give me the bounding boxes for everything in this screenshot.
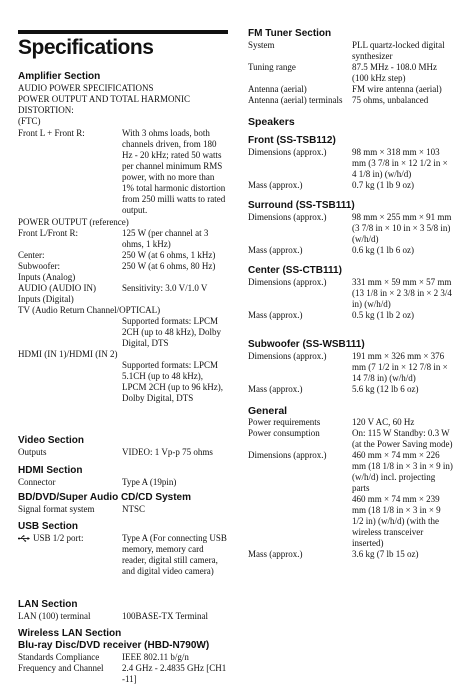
spec-row: [248, 180, 454, 191]
spec-label: Signal format system: [18, 504, 95, 514]
spec-row: [18, 250, 228, 261]
title-rule: [18, 30, 228, 34]
spec-row: [18, 477, 228, 488]
spec-row: [248, 384, 454, 395]
spec-value: NTSC: [122, 504, 146, 514]
spec-row: [248, 95, 454, 106]
lan-section: [18, 599, 228, 622]
usb-icon: [18, 535, 30, 542]
spec-value: 5.6 kg (12 lb 6 oz): [352, 384, 419, 394]
spec-label: LAN (100) terminal: [18, 611, 91, 621]
hdmi-heading: HDMI Section: [18, 465, 83, 476]
speakers-heading-wrap: [248, 116, 454, 128]
spec-value: 87.5 MHz - 108.0 MHz (100 kHz step): [352, 62, 437, 83]
amp-line: POWER OUTPUT AND TOTAL HARMONIC: [18, 94, 190, 104]
spec-row: [248, 351, 454, 384]
spec-value: 0.5 kg (1 lb 2 oz): [352, 310, 414, 320]
spec-row: [18, 533, 228, 577]
spec-label: Dimensions (approx.): [248, 351, 327, 361]
amp-line: Inputs (Digital): [18, 294, 74, 304]
spec-value: 98 mm × 255 mm × 91 mm (3 7/8 in × 10 in × 3 5/8 in) (w/h/d): [352, 212, 452, 244]
spec-value: 0.6 kg (1 lb 6 oz): [352, 245, 414, 255]
spec-label: Mass (approx.): [248, 549, 303, 559]
usb-heading: USB Section: [18, 521, 79, 532]
spec-row: [248, 62, 454, 84]
spec-row: [248, 212, 454, 245]
spec-value: 460 mm × 74 mm × 226 mm (18 1/8 in × 3 in × 9 in) (w/h/d) incl. projecting parts: [352, 450, 453, 493]
amp-line: POWER OUTPUT (reference): [18, 217, 129, 227]
spec-label: Front L + Front R:: [18, 128, 85, 138]
spec-row: [248, 277, 454, 310]
spec-value: 250 W (at 6 ohms, 1 kHz): [122, 250, 216, 260]
spec-label: Standards Compliance: [18, 652, 100, 662]
spec-row: [248, 428, 454, 450]
spec-value: 125 W (per channel at 3 ohms, 1 kHz): [122, 228, 209, 249]
spec-row: [248, 84, 454, 95]
spec-value: 100BASE-TX Terminal: [122, 611, 208, 621]
surround-heading: Surround (SS-TSB111): [248, 200, 355, 211]
spec-label: Antenna (aerial): [248, 84, 307, 94]
speakers-heading: Speakers: [248, 116, 295, 128]
spec-value: 460 mm × 74 mm × 239 mm (18 1/8 in × 3 in × 9 1/2 in) (w/h/d) (with the wireless transceiver inserted): [352, 494, 441, 548]
bd-section: [18, 492, 228, 515]
spec-value: 191 mm × 326 mm × 376 mm (7 1/2 in × 12 7/8 in × 14 7/8 in) (w/h/d): [352, 351, 448, 383]
video-section: [18, 435, 228, 458]
spec-label: Mass (approx.): [248, 245, 303, 255]
spec-label: USB 1/2 port:: [33, 533, 84, 543]
spec-label: Connector: [18, 477, 56, 487]
spec-value: 2.4 GHz - 2.4835 GHz [CH1 -11]: [122, 663, 227, 684]
spec-row: [18, 228, 228, 250]
fm-heading: FM Tuner Section: [248, 28, 332, 39]
spec-row: [248, 310, 454, 321]
spec-value: 0.7 kg (1 lb 9 oz): [352, 180, 414, 190]
spec-value: 120 V AC, 60 Hz: [352, 417, 415, 427]
spec-row: [248, 417, 454, 428]
subwoofer-section: [248, 339, 454, 395]
spec-row: [248, 549, 454, 560]
spec-value: Type A (19pin): [122, 477, 177, 487]
spec-row: [18, 663, 228, 685]
spec-label: System: [248, 40, 275, 50]
spec-row: [18, 611, 228, 622]
amplifier-heading: Amplifier Section: [18, 71, 101, 82]
spec-value: 250 W (at 6 ohms, 80 Hz): [122, 261, 216, 271]
amp-line: HDMI (IN 1)/HDMI (IN 2): [18, 349, 118, 359]
amp-line: (FTC): [18, 116, 41, 126]
amp-line: DISTORTION:: [18, 105, 74, 115]
bd-heading: BD/DVD/Super Audio CD/CD System: [18, 492, 191, 503]
spec-label-group: [18, 533, 122, 577]
spec-row: [248, 147, 454, 180]
video-heading: Video Section: [18, 435, 84, 446]
spec-label: Mass (approx.): [248, 310, 303, 320]
spec-value: 75 ohms, unbalanced: [352, 95, 429, 105]
center-heading: Center (SS-CTB111): [248, 265, 342, 276]
spec-row: [18, 261, 228, 272]
subwoofer-heading: Subwoofer (SS-WSB111): [248, 339, 365, 350]
surround-section: [248, 200, 454, 256]
amp-line: Inputs (Analog): [18, 272, 76, 282]
center-section: [248, 265, 454, 321]
spec-label: Power consumption: [248, 428, 320, 438]
spec-label: Front L/Front R:: [18, 228, 79, 238]
amplifier-section: [18, 71, 228, 404]
spec-label: Power requirements: [248, 417, 321, 427]
spec-label: AUDIO (AUDIO IN): [18, 283, 96, 293]
spec-value: Type A (For connecting USB memory, memory card reader, digital still camera, and digital video camera): [122, 533, 227, 576]
spec-label: Dimensions (approx.): [248, 277, 327, 287]
amp-line: AUDIO POWER SPECIFICATIONS: [18, 83, 154, 93]
spec-label: Dimensions (approx.): [248, 212, 327, 222]
spec-row: [18, 128, 228, 216]
wlan-heading: Wireless LAN Section: [18, 628, 122, 639]
spec-value: IEEE 802.11 b/g/n: [122, 652, 189, 662]
wlan-section: [18, 628, 228, 685]
spec-row: [248, 245, 454, 256]
spec-row: [18, 283, 228, 294]
spec-value: PLL quartz-locked digital synthesizer: [352, 40, 445, 61]
fm-section: [248, 28, 454, 106]
lan-heading: LAN Section: [18, 599, 78, 610]
spec-row: [18, 504, 228, 515]
spec-label: Dimensions (approx.): [248, 147, 327, 157]
spec-value: Supported formats: LPCM 5.1CH (up to 48 kHz), LPCM 2CH (up to 96 kHz), Dolby Digital, DTS: [122, 360, 223, 403]
spec-value: 331 mm × 59 mm × 57 mm (13 1/8 in × 2 3/8 in × 2 3/4 in) (w/h/d): [352, 277, 452, 309]
general-section: [248, 405, 454, 560]
wlan-subheading: Blu-ray Disc/DVD receiver (HBD-N790W): [18, 640, 210, 651]
spec-row: [248, 40, 454, 62]
spec-label: Outputs: [18, 447, 47, 457]
usb-section: [18, 521, 228, 577]
spec-label: Frequency and Channel: [18, 663, 104, 673]
spec-label: Mass (approx.): [248, 180, 303, 190]
spec-row: [18, 447, 228, 458]
spec-label: Dimensions (approx.): [248, 450, 327, 460]
spec-value: Sensitivity: 3.0 V/1.0 V: [122, 283, 208, 293]
hdmi-section: [18, 465, 228, 488]
general-heading: General: [248, 405, 288, 417]
spec-value: 3.6 kg (7 lb 15 oz): [352, 549, 419, 559]
spec-row: [18, 652, 228, 663]
spec-value: Supported formats: LPCM 2CH (up to 48 kHz), Dolby Digital, DTS: [122, 316, 221, 348]
front-heading: Front (SS-TSB112): [248, 135, 336, 146]
spec-row: [248, 450, 454, 494]
spec-label: Antenna (aerial) terminals: [248, 95, 343, 105]
spec-value: With 3 ohms loads, both channels driven, from 180 Hz - 20 kHz; rated 50 watts per channel minimum RMS power, with no more than 1% total harmonic distortion from 250 milli watts to rated output.: [122, 128, 226, 215]
spec-value: 98 mm × 318 mm × 103 mm (3 7/8 in × 12 1/2 in × 4 1/8 in) (w/h/d): [352, 147, 448, 179]
page-title: Specifications: [18, 36, 154, 59]
amp-line: TV (Audio Return Channel/OPTICAL): [18, 305, 161, 315]
spec-label: Mass (approx.): [248, 384, 303, 394]
spec-label: Center:: [18, 250, 45, 260]
front-section: [248, 135, 454, 191]
spec-value: On: 115 W Standby: 0.3 W (at the Power Saving mode): [352, 428, 453, 449]
spec-value: VIDEO: 1 Vp-p 75 ohms: [122, 447, 213, 457]
spec-label: Subwoofer:: [18, 261, 60, 271]
spec-label: Tuning range: [248, 62, 296, 72]
spec-value: FM wire antenna (aerial): [352, 84, 442, 94]
